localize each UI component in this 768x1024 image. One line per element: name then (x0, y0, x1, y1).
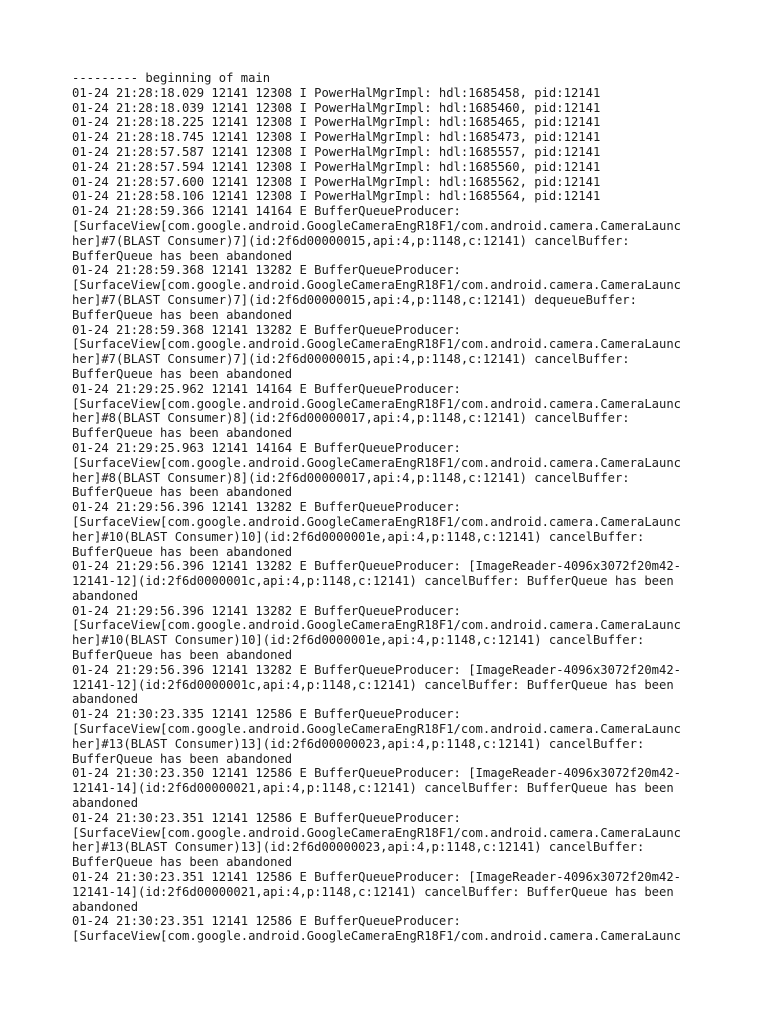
log-line: abandoned (72, 899, 139, 914)
log-line: her]#7(BLAST Consumer)7](id:2f6d00000015,api:4,p:1148,c:12141) cancelBuffer: (72, 233, 630, 248)
log-line: 01-24 21:28:18.225 12141 12308 I PowerHalMgrImpl: hdl:1685465, pid:12141 (72, 115, 601, 130)
log-line: her]#10(BLAST Consumer)10](id:2f6d0000001e,api:4,p:1148,c:12141) cancelBuffer: (72, 633, 645, 648)
log-line: BufferQueue has been abandoned (72, 648, 293, 663)
log-text-block (72, 71, 762, 959)
log-line: 01-24 21:30:23.351 12141 12586 E BufferQueueProducer: (72, 810, 461, 825)
log-line: [SurfaceView[com.google.android.GoogleCameraEngR18F1/com.android.camera.CameraLaunc (72, 218, 682, 233)
log-line (72, 944, 762, 959)
log-line: BufferQueue has been abandoned (72, 307, 293, 322)
log-line: 01-24 21:30:23.351 12141 12586 E BufferQueueProducer: (72, 914, 461, 929)
log-line: 01-24 21:30:23.351 12141 12586 E BufferQueueProducer: [ImageReader-4096x3072f20m42- (72, 870, 682, 885)
log-line: 01-24 21:30:23.335 12141 12586 E BufferQueueProducer: (72, 707, 461, 722)
log-line: 01-24 21:28:57.600 12141 12308 I PowerHalMgrImpl: hdl:1685562, pid:12141 (72, 174, 601, 189)
log-line: [SurfaceView[com.google.android.GoogleCameraEngR18F1/com.android.camera.CameraLaunc (72, 278, 682, 293)
log-line: 01-24 21:29:56.396 12141 13282 E BufferQueueProducer: [ImageReader-4096x3072f20m42- (72, 662, 682, 677)
log-line: [SurfaceView[com.google.android.GoogleCameraEngR18F1/com.android.camera.CameraLaunc (72, 396, 682, 411)
log-line: [SurfaceView[com.google.android.GoogleCameraEngR18F1/com.android.camera.CameraLaunc (72, 455, 682, 470)
log-line: abandoned (72, 796, 139, 811)
log-line: abandoned (72, 692, 139, 707)
log-line: her]#7(BLAST Consumer)7](id:2f6d00000015,api:4,p:1148,c:12141) cancelBuffer: (72, 352, 630, 367)
log-line: [SurfaceView[com.google.android.GoogleCameraEngR18F1/com.android.camera.CameraLaunc (72, 514, 682, 529)
log-line: BufferQueue has been abandoned (72, 248, 293, 263)
log-line: 12141-12](id:2f6d0000001c,api:4,p:1148,c:12141) cancelBuffer: BufferQueue has been (72, 677, 674, 692)
log-line: 01-24 21:28:57.594 12141 12308 I PowerHalMgrImpl: hdl:1685560, pid:12141 (72, 159, 601, 174)
log-line: [SurfaceView[com.google.android.GoogleCameraEngR18F1/com.android.camera.CameraLaunc (72, 337, 682, 352)
log-line: BufferQueue has been abandoned (72, 485, 293, 500)
log-line: her]#13(BLAST Consumer)13](id:2f6d00000023,api:4,p:1148,c:12141) cancelBuffer: (72, 736, 645, 751)
log-line: 01-24 21:28:59.366 12141 14164 E BufferQueueProducer: (72, 204, 461, 219)
log-line: 01-24 21:29:25.963 12141 14164 E BufferQueueProducer: (72, 440, 461, 455)
log-line: 12141-14](id:2f6d00000021,api:4,p:1148,c:12141) cancelBuffer: BufferQueue has been (72, 781, 674, 796)
log-line: abandoned (72, 588, 139, 603)
log-line: 01-24 21:28:57.587 12141 12308 I PowerHalMgrImpl: hdl:1685557, pid:12141 (72, 144, 601, 159)
log-line: BufferQueue has been abandoned (72, 366, 293, 381)
log-line: her]#7(BLAST Consumer)7](id:2f6d00000015,api:4,p:1148,c:12141) dequeueBuffer: (72, 292, 637, 307)
log-line: her]#8(BLAST Consumer)8](id:2f6d00000017,api:4,p:1148,c:12141) cancelBuffer: (72, 411, 630, 426)
log-line: 12141-14](id:2f6d00000021,api:4,p:1148,c:12141) cancelBuffer: BufferQueue has been (72, 884, 674, 899)
log-line: 01-24 21:29:25.962 12141 14164 E BufferQueueProducer: (72, 381, 461, 396)
log-line: 01-24 21:30:23.350 12141 12586 E BufferQueueProducer: [ImageReader-4096x3072f20m42- (72, 766, 682, 781)
log-line: her]#8(BLAST Consumer)8](id:2f6d00000017,api:4,p:1148,c:12141) cancelBuffer: (72, 470, 630, 485)
log-line: BufferQueue has been abandoned (72, 855, 293, 870)
log-line: her]#13(BLAST Consumer)13](id:2f6d00000023,api:4,p:1148,c:12141) cancelBuffer: (72, 840, 645, 855)
log-line: [SurfaceView[com.google.android.GoogleCameraEngR18F1/com.android.camera.CameraLaunc (72, 618, 682, 633)
log-line: 01-24 21:29:56.396 12141 13282 E BufferQueueProducer: (72, 500, 461, 515)
log-line: 01-24 21:28:18.745 12141 12308 I PowerHalMgrImpl: hdl:1685473, pid:12141 (72, 130, 601, 145)
log-line: 01-24 21:28:58.106 12141 12308 I PowerHalMgrImpl: hdl:1685564, pid:12141 (72, 189, 601, 204)
log-line: BufferQueue has been abandoned (72, 544, 293, 559)
log-line: [SurfaceView[com.google.android.GoogleCameraEngR18F1/com.android.camera.CameraLaunc (72, 929, 682, 944)
log-line: 01-24 21:29:56.396 12141 13282 E BufferQueueProducer: (72, 603, 461, 618)
log-line: 12141-12](id:2f6d0000001c,api:4,p:1148,c:12141) cancelBuffer: BufferQueue has been (72, 574, 674, 589)
log-line: [SurfaceView[com.google.android.GoogleCameraEngR18F1/com.android.camera.CameraLaunc (72, 825, 682, 840)
log-line: [SurfaceView[com.google.android.GoogleCameraEngR18F1/com.android.camera.CameraLaunc (72, 722, 682, 737)
log-line: 01-24 21:29:56.396 12141 13282 E BufferQueueProducer: [ImageReader-4096x3072f20m42- (72, 559, 682, 574)
log-line: BufferQueue has been abandoned (72, 426, 293, 441)
log-line: 01-24 21:28:59.368 12141 13282 E BufferQueueProducer: (72, 263, 461, 278)
log-line: her]#10(BLAST Consumer)10](id:2f6d0000001e,api:4,p:1148,c:12141) cancelBuffer: (72, 529, 645, 544)
log-line: 01-24 21:28:18.039 12141 12308 I PowerHalMgrImpl: hdl:1685460, pid:12141 (72, 100, 601, 115)
log-line: 01-24 21:28:59.368 12141 13282 E BufferQueueProducer: (72, 322, 461, 337)
log-line: 01-24 21:28:18.029 12141 12308 I PowerHalMgrImpl: hdl:1685458, pid:12141 (72, 85, 601, 100)
log-line: --------- beginning of main (72, 71, 271, 85)
log-line: BufferQueue has been abandoned (72, 751, 293, 766)
